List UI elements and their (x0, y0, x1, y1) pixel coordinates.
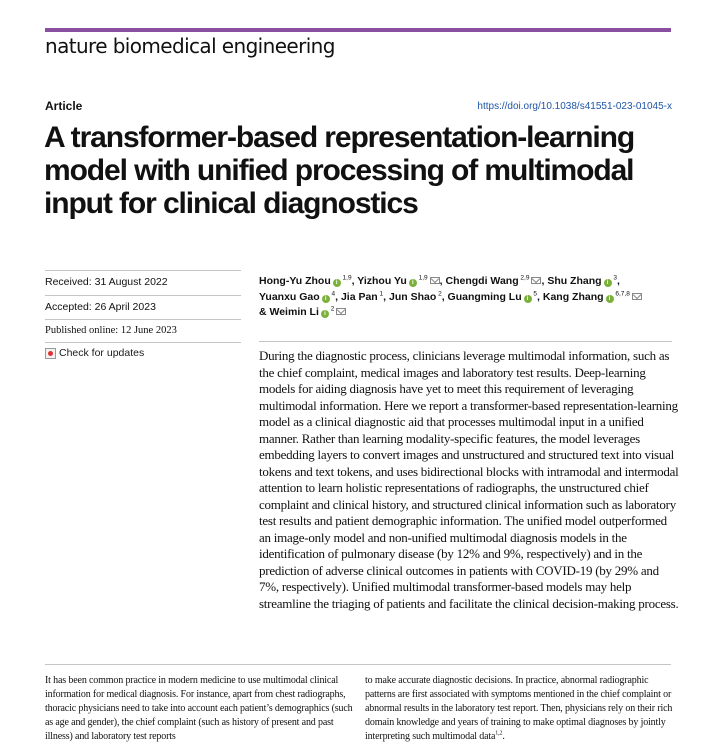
orcid-icon[interactable]: i (604, 279, 612, 287)
body-column-2-text: to make accurate diagnostic decisions. In practice, abnormal radiographic patterns are first associated with symptoms mentioned in the chief complaint or abnormal results in the laboratory test report. Then, physicians rely on their rich domain knowledge and years of training to make optimal diagnoses by jointly interpreting such multimodal data (365, 675, 673, 742)
published-date-text: Published online: 12 June 2023 (45, 325, 177, 336)
author[interactable] (259, 291, 338, 303)
orcid-icon[interactable]: i (333, 279, 341, 287)
author-name: Jun Shao (389, 290, 437, 303)
author-separator: , (537, 290, 540, 303)
author-affiliation: 2 (436, 290, 442, 297)
orcid-icon[interactable]: i (524, 295, 532, 303)
orcid-icon[interactable]: i (321, 310, 329, 318)
email-icon[interactable] (336, 308, 346, 315)
author-name: Guangming Lu (447, 290, 522, 303)
author-separator: , (439, 275, 443, 287)
author-separator: , (335, 290, 339, 303)
author-separator: , (541, 275, 545, 287)
abstract: During the diagnostic process, clinicians leverage multimodal information, such as the chief complaint, medical images and laboratory test results. Deep-learning models for aiding diagnosis have yet to meet this requirement of leveraging multimodal information. Here we report a transformer-based representation-learning model as a clinical diagnostic aid that processes multimodal input in a unified manner. Rather than learning modality-specific features, the model leverages embedding layers to convert images and unstructured and structured text into visual tokens and text tokens, and uses bidirectional blocks with intramodal and intermodal attention to learn holistic representations of radiographs, the unstructured chief complaint and clinical history, and structured clinical information such as laboratory test results and patient demographic information. The unified model outperformed an image-only model and non-unified multimodal diagnosis models in the identification of pulmonary disease (by 12% and 9%, respectively) and in the prediction of adverse clinical outcomes in patients with COVID-19 (by 29% and 7%, respectively). Unified multimodal transformer-based models may help streamline the triaging of patients and facilitate the clinical decision-making process. (259, 348, 679, 611)
author-affiliation: 1,9 (340, 274, 352, 282)
author-name: & Weimin Li (259, 306, 319, 318)
article-type: Article (45, 99, 83, 113)
received-date (45, 270, 241, 288)
author[interactable] (259, 306, 346, 318)
author-affiliation: 1,9 (416, 274, 428, 282)
orcid-icon[interactable]: i (322, 295, 330, 303)
body-divider (45, 664, 671, 665)
author-affiliation: 2,9 (518, 274, 530, 282)
published-date (45, 319, 241, 336)
abstract-divider (259, 341, 672, 342)
meta-divider (45, 342, 241, 343)
article-title: A transformer-based representation-learning model with unified processing of multimodal input for clinical diagnostics (44, 121, 635, 220)
journal-name[interactable]: nature biomedical engineering (45, 34, 335, 58)
author-list (259, 274, 679, 321)
author-separator: , (441, 290, 445, 303)
body-column-2 (365, 674, 675, 744)
author[interactable] (543, 291, 642, 303)
author[interactable] (448, 291, 540, 303)
email-icon[interactable] (531, 277, 541, 284)
reference-link[interactable]: 1,2 (495, 730, 503, 737)
body-column-2-end: . (502, 731, 505, 742)
doi-link[interactable]: https://doi.org/10.1038/s41551-023-01045-x (477, 101, 672, 112)
author-affiliation: 2 (328, 305, 335, 313)
author-name: Jia Pan (340, 290, 378, 303)
orcid-icon[interactable]: i (409, 279, 417, 287)
check-for-updates-icon (45, 348, 56, 359)
author[interactable] (547, 275, 620, 287)
author-affiliation: 1 (377, 290, 384, 297)
author-affiliation: 4 (329, 290, 336, 297)
check-for-updates-button[interactable] (45, 347, 144, 359)
journal-header-rule (45, 28, 671, 32)
accepted-date-text: Accepted: 26 April 2023 (45, 301, 156, 313)
author-name: Kang Zhang (542, 290, 604, 303)
author[interactable] (446, 275, 545, 287)
author-name: Yuanxu Gao (259, 290, 320, 303)
orcid-icon[interactable]: i (606, 295, 614, 303)
body-column-1: It has been common practice in modern medicine to use multimodal clinical information for medical diagnosis. For instance, apart from chest radiographs, thoracic physicians need to take into account each patient’s demographics (such as age and gender), the chief complaint (such as history of present and past illness) and laboratory test reports (45, 675, 353, 742)
author[interactable] (389, 291, 445, 303)
author-name: Hong-Yu Zhou (259, 275, 331, 287)
author-separator: , (383, 290, 387, 303)
received-date-text: Received: 31 August 2022 (45, 276, 168, 288)
author[interactable] (259, 275, 355, 287)
author-affiliation: 3 (611, 274, 617, 282)
author-name: Chengdi Wang (445, 275, 519, 287)
author[interactable] (341, 291, 386, 303)
author-name: Shu Zhang (547, 275, 602, 287)
author-name: Yizhou Yu (357, 275, 407, 287)
author-affiliation: 6,7,8 (613, 290, 630, 297)
author-separator: , (616, 275, 620, 287)
author-separator: , (351, 275, 355, 287)
email-icon[interactable] (430, 277, 440, 284)
author-affiliation: 5 (531, 290, 538, 297)
author[interactable] (357, 275, 442, 287)
accepted-date (45, 295, 241, 313)
email-icon[interactable] (632, 293, 642, 300)
check-for-updates-label: Check for updates (59, 347, 145, 359)
